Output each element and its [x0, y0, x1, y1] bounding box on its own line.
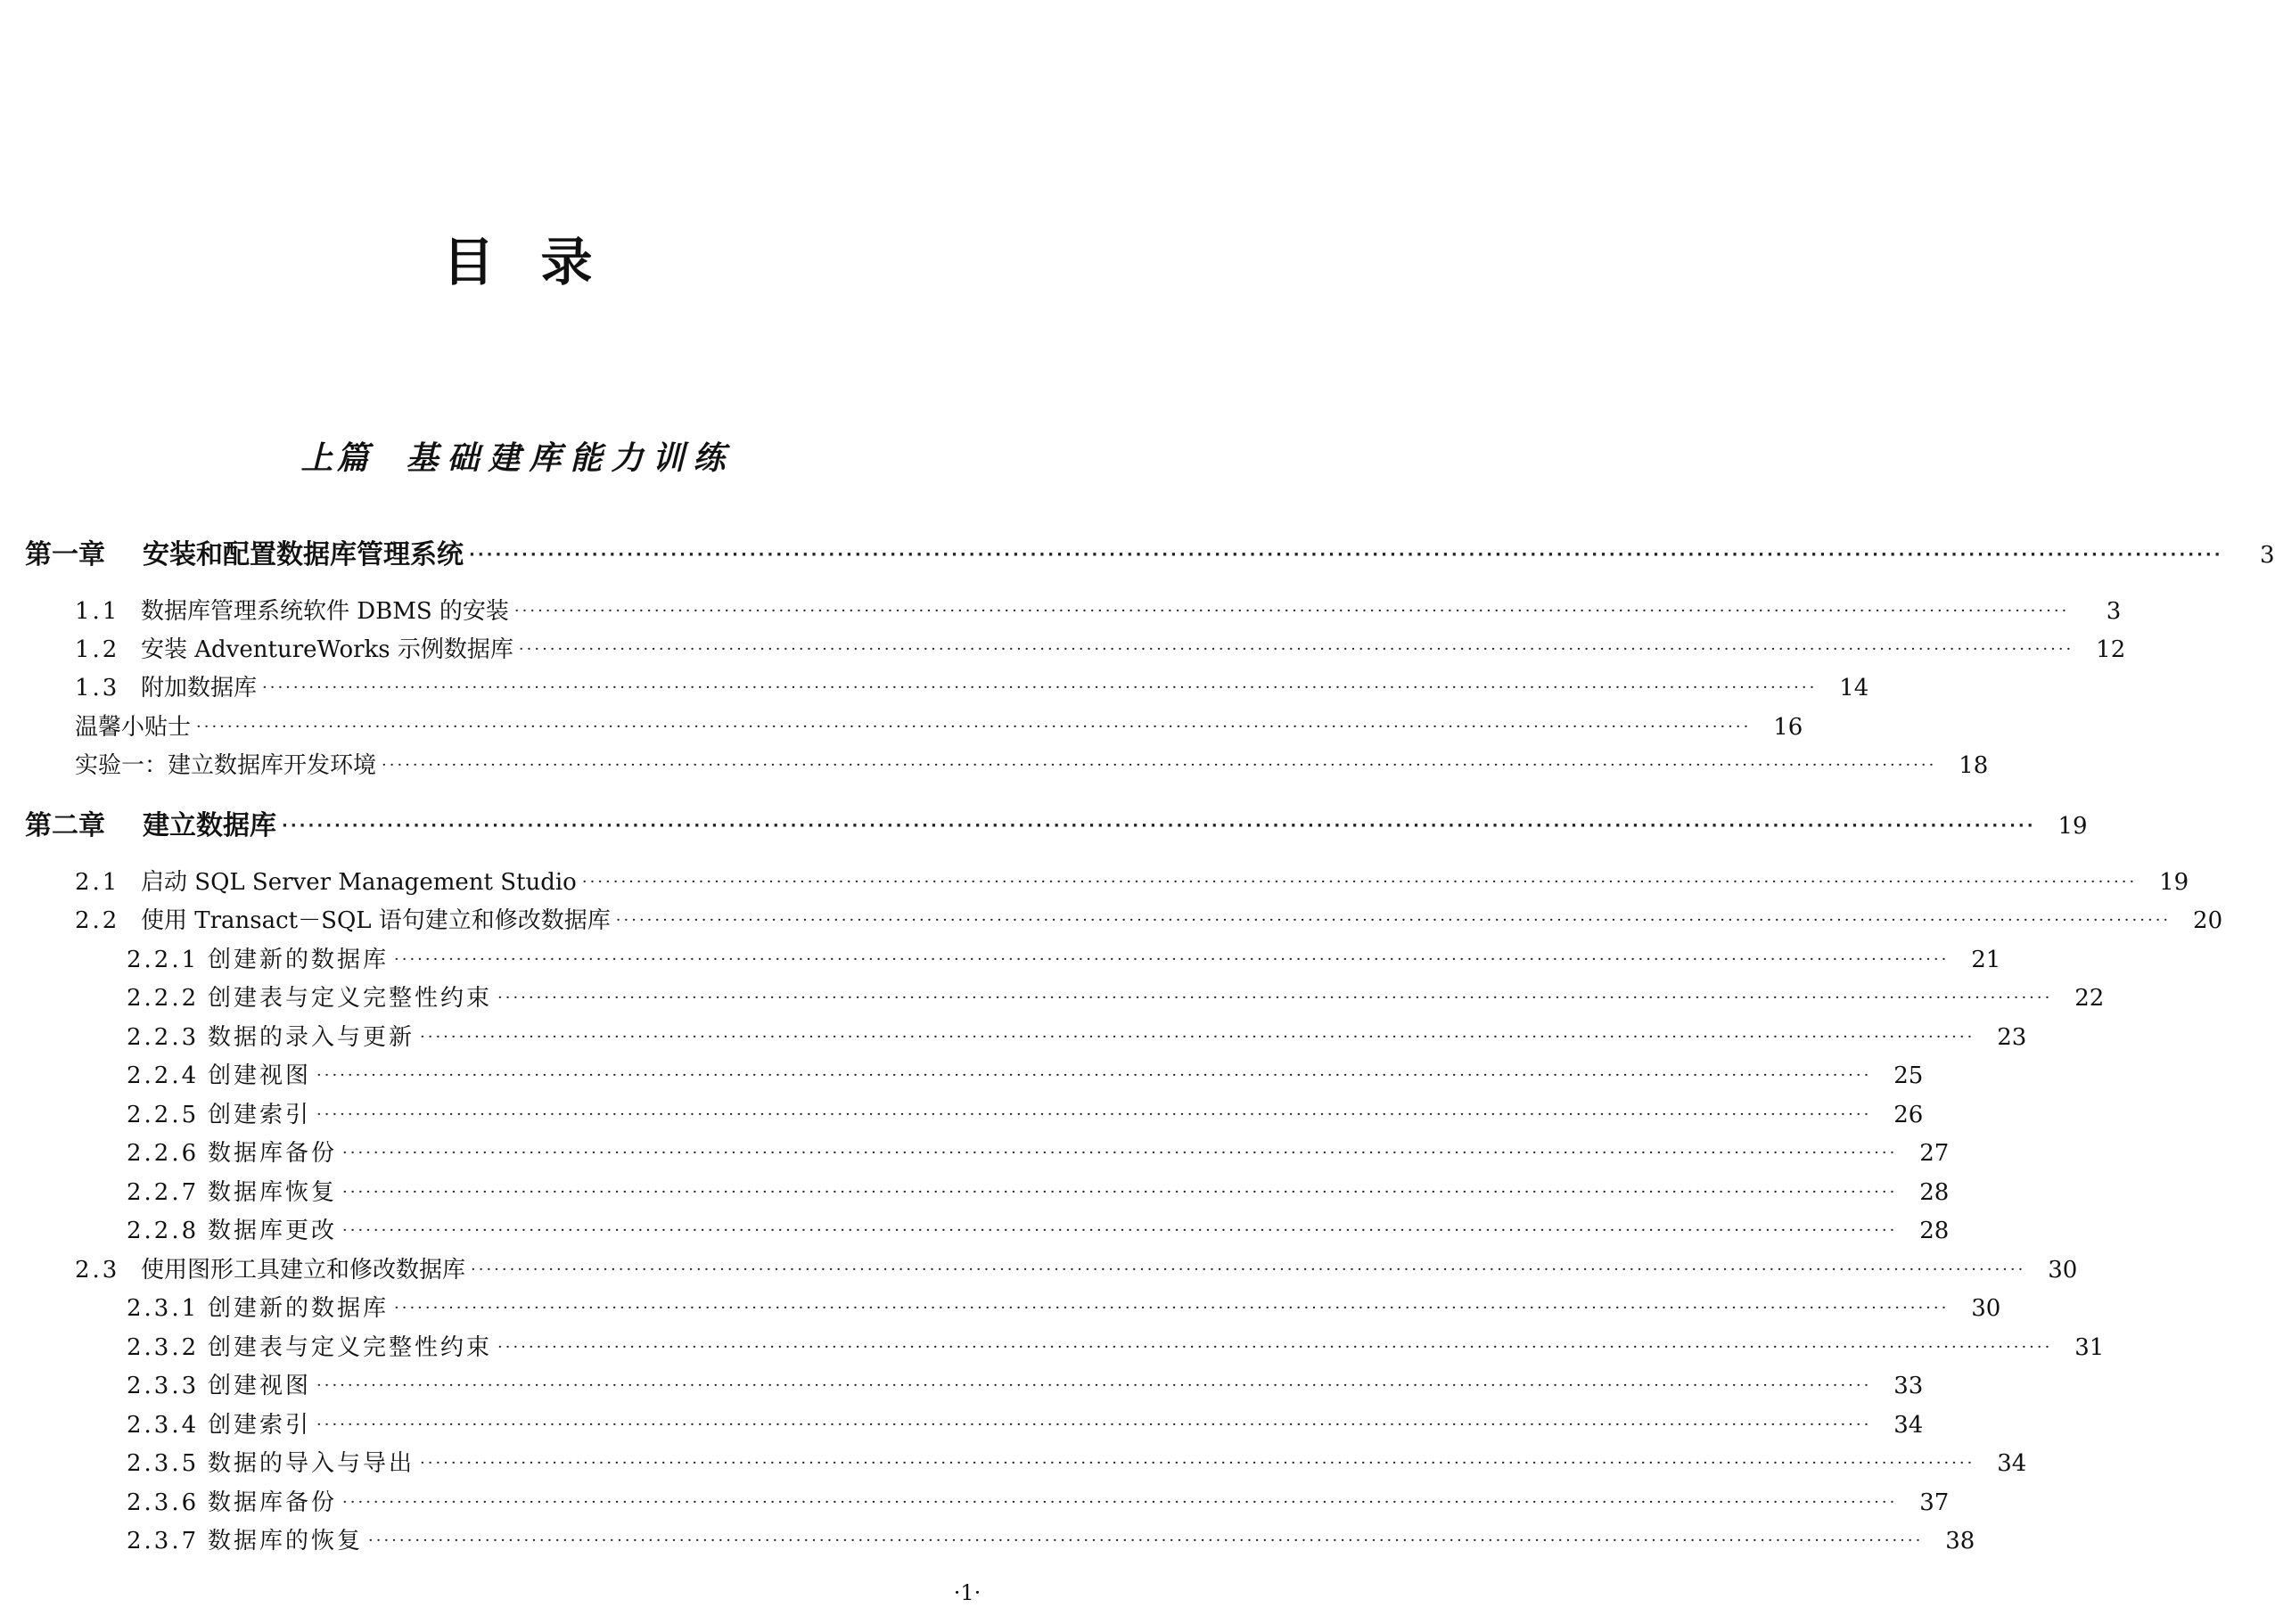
toc-entry-page: 3	[2106, 598, 2122, 625]
toc-entry-title: 创建视图	[208, 1062, 312, 1089]
toc-entry-title: 数据的录入与更新	[208, 1024, 415, 1051]
toc-entry-number: 1.2	[75, 636, 120, 663]
toc-entry-page: 16	[1773, 714, 1803, 741]
toc-entry[interactable]	[0, 1407, 1924, 1443]
toc-entry-number: 2.3	[75, 1257, 120, 1284]
part-label: 上篇	[300, 440, 373, 477]
toc-entry-page: 34	[1893, 1412, 1924, 1439]
toc-entry[interactable]	[0, 980, 2105, 1016]
toc-leader: ········································································································································································································	[513, 602, 2070, 620]
toc-entry-number: 2.3.3	[127, 1373, 200, 1399]
toc-entry[interactable]	[0, 903, 2223, 939]
toc-entry-number: 2.3.2	[127, 1334, 200, 1361]
toc-entry-page: 23	[1997, 1024, 2027, 1051]
toc-entry-title: 温馨小贴士	[75, 714, 192, 741]
toc-entry-page: 27	[1919, 1140, 1950, 1167]
toc-leader: ········································································································································································································	[497, 988, 2053, 1007]
toc-leader: ········································································································································································································	[342, 1183, 1898, 1202]
toc-entry-title: 创建表与定义完整性约束	[208, 1334, 493, 1361]
page-title: 目录	[442, 232, 639, 292]
toc-entry-number: 2.2	[75, 907, 120, 934]
toc-entry-page: 30	[1971, 1295, 2001, 1322]
toc-entry[interactable]	[0, 748, 1989, 783]
toc-entry-title: 建立数据库	[143, 810, 276, 841]
toc-entry[interactable]	[0, 1058, 1924, 1094]
toc-entry[interactable]	[0, 1136, 1950, 1171]
toc-entry-number: 2.3.1	[127, 1295, 200, 1322]
toc-entry-page: 14	[1839, 675, 1869, 701]
toc-entry-title: 数据库更改	[208, 1218, 338, 1244]
toc-entry-number: 2.2.6	[127, 1140, 200, 1167]
toc-leader: ········································································································································································································	[382, 756, 1937, 775]
toc-entry-title: 附加数据库	[141, 675, 258, 701]
toc-leader: ········································································································································································································	[394, 950, 1950, 969]
toc-leader: ········································································································································································································	[615, 911, 2172, 930]
toc-entry[interactable]	[0, 1368, 1924, 1404]
toc-leader: ········································································································································································································	[497, 1338, 2053, 1357]
toc-entry-page: 21	[1971, 947, 2001, 973]
toc-leader: ········································································································································································································	[518, 640, 2074, 659]
toc-entry-number: 2.2.5	[127, 1102, 200, 1128]
toc-entry-title: 数据库恢复	[208, 1179, 338, 1206]
toc-leader: ········································································································································································································	[316, 1376, 1872, 1395]
toc-entry-title: 创建索引	[208, 1412, 312, 1439]
toc-entry[interactable]	[0, 1175, 1950, 1210]
toc-entry-title: 数据库备份	[208, 1140, 338, 1167]
toc-entry[interactable]	[0, 1446, 2027, 1481]
toc-entry[interactable]	[0, 594, 2122, 629]
toc-entry-number: 1.1	[75, 598, 120, 625]
toc-entry-page: 34	[1997, 1450, 2027, 1477]
toc-entry[interactable]	[0, 1330, 2105, 1366]
toc-entry-number: 2.2.4	[127, 1062, 200, 1089]
toc-entry-number: 2.3.7	[127, 1528, 200, 1554]
toc-entry[interactable]	[0, 808, 2088, 844]
toc-entry-number: 2.2.8	[127, 1218, 200, 1244]
toc-leader: ········································································································································································································	[342, 1221, 1898, 1240]
toc-entry[interactable]	[0, 865, 2189, 900]
part-heading	[0, 440, 1035, 477]
toc-entry-page: 28	[1919, 1179, 1950, 1206]
toc-leader: ········································································································································································································	[342, 1144, 1898, 1162]
toc-entry-title: 创建新的数据库	[208, 947, 390, 973]
toc-leader: ········································································································································································································	[471, 1260, 2026, 1279]
toc-entry-page: 38	[1945, 1528, 1975, 1554]
toc-leader: ········································································································································································································	[316, 1415, 1872, 1434]
toc-entry[interactable]	[0, 1523, 1975, 1559]
toc-entry-title: 创建索引	[208, 1102, 312, 1128]
toc-entry[interactable]	[0, 1252, 2078, 1288]
toc-leader: ········································································································································································································	[394, 1299, 1950, 1317]
toc-entry-number: 2.3.5	[127, 1450, 200, 1477]
toc-entry-page: 18	[1959, 752, 1989, 779]
toc-entry-page: 30	[2048, 1257, 2078, 1284]
toc-entry[interactable]	[0, 1485, 1950, 1521]
toc-entry-page: 3	[2260, 542, 2275, 569]
toc-entry-page: 22	[2074, 985, 2105, 1012]
toc-entry-number: 2.2.7	[127, 1179, 200, 1206]
toc-entry-title: 创建表与定义完整性约束	[208, 985, 493, 1012]
toc-leader: ········································································································································································································	[420, 1454, 1975, 1472]
toc-entry-number: 2.3.4	[127, 1412, 200, 1439]
toc-entry[interactable]	[0, 670, 1869, 706]
toc-leader: ········································································································································································································	[316, 1066, 1872, 1085]
part-name: 基础建库能力训练	[406, 440, 735, 477]
toc-entry[interactable]	[0, 1020, 2027, 1055]
toc-leader: ········································································································································································································	[368, 1531, 1924, 1550]
toc-entry-page: 12	[2096, 636, 2126, 663]
toc-entry[interactable]	[0, 1097, 1924, 1133]
toc-leader: ········································································································································································································	[342, 1493, 1898, 1512]
toc-entry-title: 使用图形工具建立和修改数据库	[141, 1257, 466, 1284]
toc-leader: ········································································································································································································	[316, 1105, 1872, 1124]
toc-entry[interactable]	[0, 632, 2126, 668]
toc-entry-number: 1.3	[75, 675, 120, 701]
toc-entry-page: 28	[1919, 1218, 1950, 1244]
toc-entry-page: 19	[2057, 813, 2088, 840]
toc-entry-number: 2.3.6	[127, 1489, 200, 1516]
toc-entry-title: 创建视图	[208, 1373, 312, 1399]
toc-entry-page: 19	[2159, 869, 2189, 896]
toc-entry-page: 20	[2193, 907, 2223, 934]
toc-entry-title: 实验一：建立数据库开发环境	[75, 752, 377, 779]
toc-entry-title: 安装 AdventureWorks 示例数据库	[141, 636, 513, 663]
toc-entry-page: 37	[1919, 1489, 1950, 1516]
toc-entry[interactable]	[0, 709, 1803, 745]
toc-entry[interactable]	[0, 942, 2001, 978]
toc-entry-page: 26	[1893, 1102, 1924, 1128]
toc-entry-number: 第一章	[25, 539, 105, 570]
toc-entry-title: 使用 Transact－SQL 语句建立和修改数据库	[141, 907, 611, 934]
toc-entry-page: 33	[1893, 1373, 1924, 1399]
toc-entry-title: 安装和配置数据库管理系统	[143, 539, 464, 570]
toc-entry[interactable]	[0, 1213, 1950, 1249]
toc-leader: ········································································································································································································	[196, 718, 1752, 736]
toc-entry-title: 数据库备份	[208, 1489, 338, 1516]
toc-entry-number: 2.2.2	[127, 985, 200, 1012]
toc-leader: ········································································································································································································	[262, 678, 1818, 697]
toc-entry-title: 数据的导入与导出	[208, 1450, 415, 1477]
toc-entry-number: 2.2.1	[127, 947, 200, 973]
toc-entry[interactable]	[0, 537, 2275, 573]
toc-entry-title: 数据库的恢复	[208, 1528, 364, 1554]
toc-leader: ········································································································································································································	[282, 816, 2036, 835]
toc-leader: ········································································································································································································	[581, 873, 2138, 891]
toc-leader: ········································································································································································································	[420, 1028, 1975, 1046]
toc-entry[interactable]	[0, 1291, 2001, 1326]
toc-entry-number: 第二章	[25, 810, 105, 841]
toc-entry-page: 31	[2074, 1334, 2105, 1361]
toc-entry-page: 25	[1893, 1062, 1924, 1089]
toc-entry-number: 2.2.3	[127, 1024, 200, 1051]
page-number: ·1·	[953, 1580, 981, 1605]
toc-entry-number: 2.1	[75, 869, 120, 896]
toc-entry-title: 数据库管理系统软件 DBMS 的安装	[141, 598, 509, 625]
toc-entry-title: 启动 SQL Server Management Studio	[141, 869, 577, 896]
toc-entry-title: 创建新的数据库	[208, 1295, 390, 1322]
toc-leader: ········································································································································································································	[469, 545, 2223, 564]
